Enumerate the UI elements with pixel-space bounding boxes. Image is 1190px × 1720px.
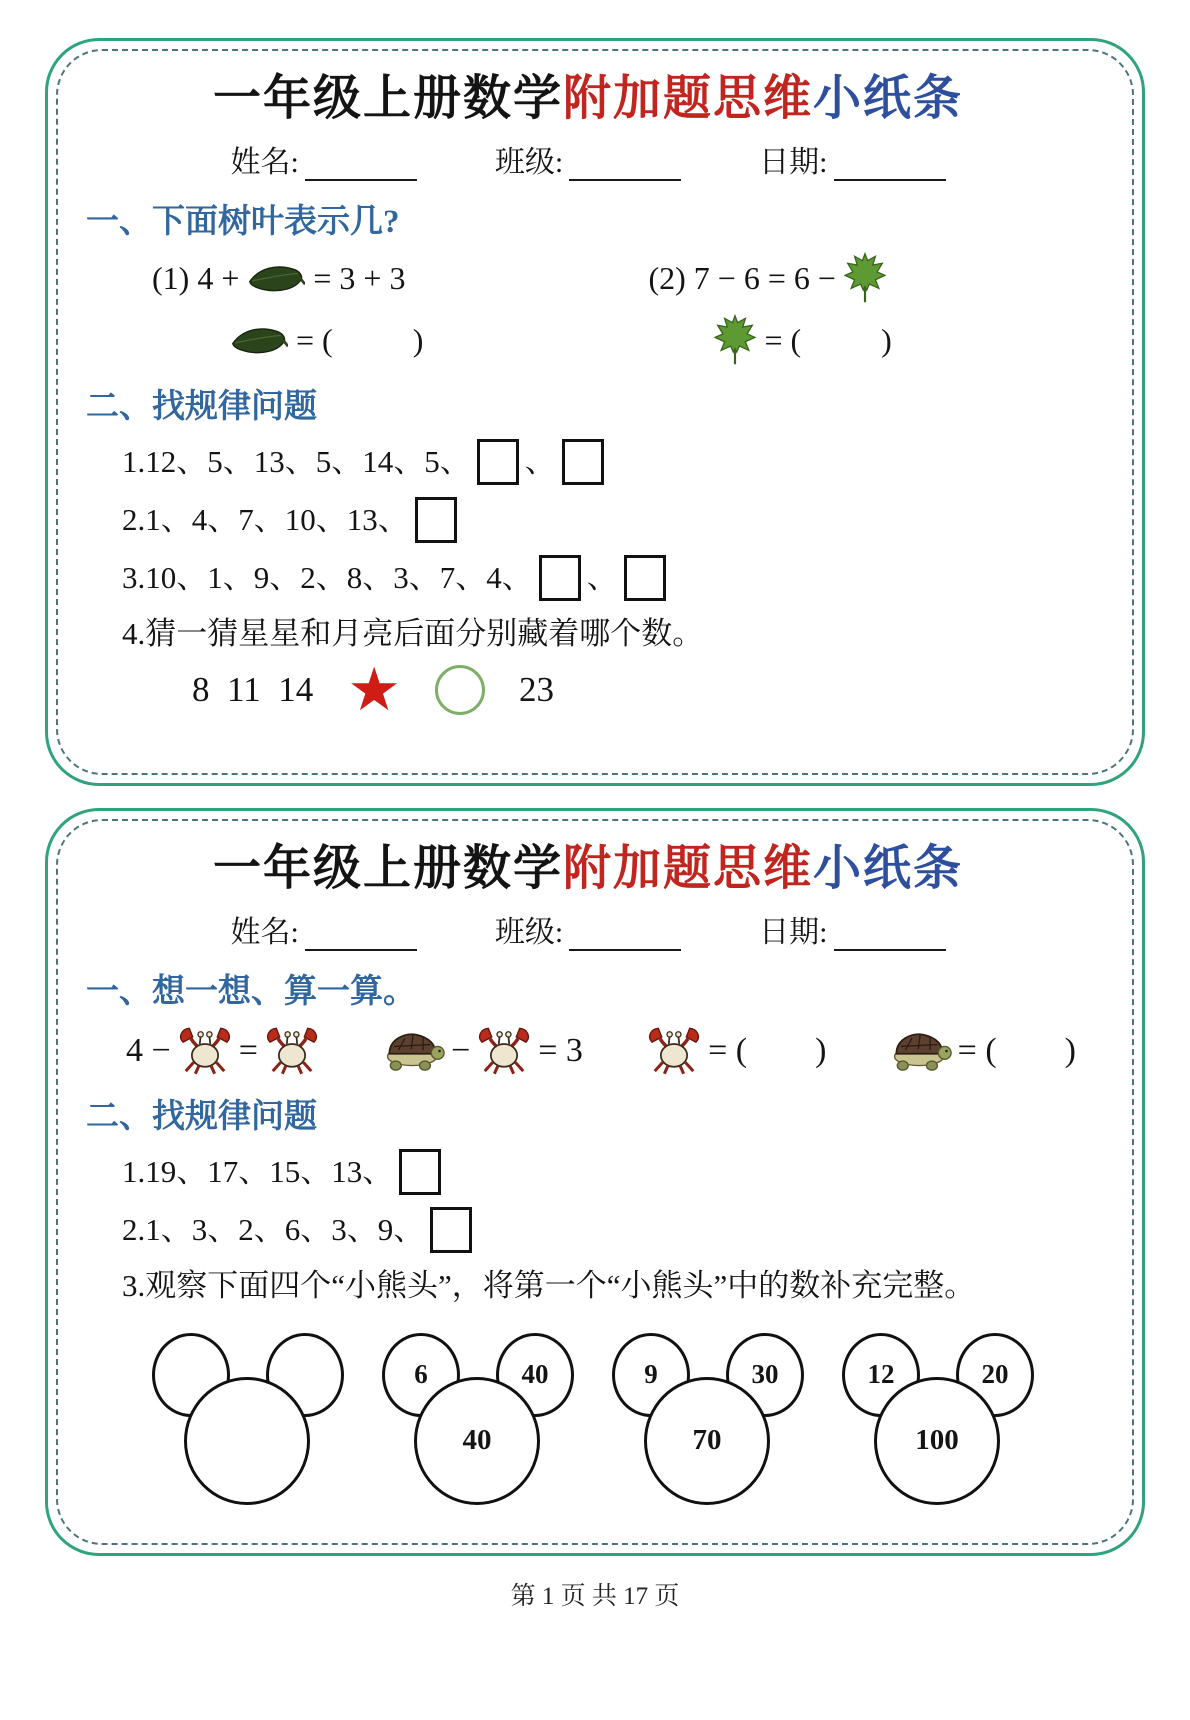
crab-icon [476, 1026, 532, 1076]
sequence-last-number: 23 [519, 669, 554, 709]
header-fields-row [82, 907, 1094, 951]
section2-heading: 二、找规律问题 [86, 389, 317, 425]
name-label: 姓名: [230, 916, 299, 949]
equation-2-left: (2) 7 − 6 = 6 − [648, 259, 836, 296]
answer-2-parens[interactable]: = ( ) [764, 321, 892, 358]
bear-left-ear: 6 [382, 1333, 460, 1417]
star-moon-sequence [192, 654, 1094, 725]
answer-1 [82, 314, 628, 366]
pattern-problem-1 [122, 439, 1094, 485]
bear-left-ear: 9 [612, 1333, 690, 1417]
date-field [759, 137, 945, 181]
answer-box[interactable] [430, 1207, 472, 1253]
answer-box[interactable] [477, 439, 519, 485]
moon-circle-icon[interactable] [435, 665, 485, 715]
equation-2 [628, 252, 1094, 304]
crab-icon [646, 1026, 702, 1076]
answer-1-parens[interactable]: = ( ) [296, 321, 424, 358]
answer-box[interactable] [415, 497, 457, 543]
maple-leaf-icon [844, 252, 886, 304]
name-field [230, 907, 416, 951]
date-field [759, 907, 945, 951]
header-fields-row [82, 137, 1094, 181]
class-label: 班级: [494, 916, 564, 949]
bear-right-ear: 20 [956, 1333, 1034, 1417]
worksheet-card-1-inner [56, 49, 1134, 775]
class-field [495, 907, 681, 951]
pattern-1-sequence: 1.12、5、13、5、14、5、 [122, 444, 471, 480]
date-label: 日期: [759, 916, 828, 949]
title-part-red: 附加题思维 [562, 842, 813, 895]
name-label: 姓名: [230, 146, 299, 179]
name-blank[interactable] [305, 917, 417, 951]
worksheet-card-2 [45, 808, 1145, 1556]
pattern-problem-2 [122, 497, 1094, 543]
bear-head-4 [834, 1333, 1038, 1505]
minus-sign: − [451, 1032, 471, 1069]
title-part-black: 一年级上册数学 [212, 72, 563, 125]
pattern-3-sequence: 3.10、1、9、2、8、3、7、4、 [122, 560, 533, 596]
worksheet-card-1 [45, 38, 1145, 786]
bear-right-ear: 30 [726, 1333, 804, 1417]
class-blank[interactable] [569, 147, 681, 181]
answer-2 [628, 314, 1094, 366]
bear-heads-row [82, 1333, 1094, 1505]
maple-leaf-icon [714, 314, 756, 366]
answer-box[interactable] [399, 1149, 441, 1195]
answer-box[interactable] [562, 439, 604, 485]
section2-heading: 二、找规律问题 [86, 1099, 317, 1135]
bear-head-3 [604, 1333, 808, 1505]
answer-box[interactable] [624, 555, 666, 601]
bear-face: 70 [644, 1377, 770, 1505]
separator: 、 [586, 560, 618, 596]
section1-heading: 一、下面树叶表示几? [86, 204, 400, 240]
equation-1-right: = 3 + 3 [313, 259, 406, 296]
class-blank[interactable] [569, 917, 681, 951]
separator: 、 [524, 444, 556, 480]
answer-box[interactable] [539, 555, 581, 601]
crab-icon [264, 1026, 320, 1076]
equation-1-left: (1) 4 + [152, 259, 240, 296]
leaf-equations-row [82, 252, 1094, 304]
equation-a-left: 4 − [126, 1032, 171, 1069]
title-part-blue: 小纸条 [813, 72, 964, 125]
name-field [230, 137, 416, 181]
equation-c [646, 1026, 826, 1076]
equation-1 [82, 252, 628, 304]
date-label: 日期: [759, 146, 828, 179]
bear-face: 100 [874, 1377, 1000, 1505]
equals-sign: = [238, 1032, 258, 1069]
bear-left-ear: 12 [842, 1333, 920, 1417]
name-blank[interactable] [305, 147, 417, 181]
leaf-icon [247, 261, 305, 295]
page-title [82, 69, 1094, 129]
turtle-icon [890, 1029, 952, 1073]
equation-b [383, 1026, 583, 1076]
equation-a [126, 1026, 320, 1076]
leaf-answers-row [82, 314, 1094, 366]
equation-d-answer[interactable]: = ( ) [957, 1032, 1076, 1069]
bear-right-ear: 40 [496, 1333, 574, 1417]
pattern-problem-3-text: 3.观察下面四个“小熊头”，将第一个“小熊头”中的数补充完整。 [122, 1268, 976, 1303]
bear-head-2 [374, 1333, 578, 1505]
equation-d [890, 1029, 1076, 1073]
class-label: 班级: [494, 146, 564, 179]
leaf-icon [230, 323, 288, 357]
pattern-problem-4-text: 4.猜一猜星星和月亮后面分别藏着哪个数。 [122, 616, 704, 651]
date-blank[interactable] [834, 147, 946, 181]
worksheet-card-2-inner [56, 819, 1134, 1545]
page-number: 第 1 页 共 17 页 [510, 1583, 680, 1610]
crab-icon [177, 1026, 233, 1076]
pattern-problem-1 [122, 1149, 1094, 1195]
date-blank[interactable] [834, 917, 946, 951]
pattern-problem-3 [122, 555, 1094, 601]
page-title [82, 839, 1094, 899]
title-part-black: 一年级上册数学 [212, 842, 563, 895]
title-part-red: 附加题思维 [562, 72, 813, 125]
bear-head-1 [144, 1333, 348, 1505]
bear-face: 40 [414, 1377, 540, 1505]
pattern-problem-2 [122, 1207, 1094, 1253]
star-icon[interactable]: ★ [347, 654, 401, 725]
sequence-numbers: 8 11 14 [192, 669, 314, 709]
title-part-blue: 小纸条 [813, 842, 964, 895]
bear-face[interactable] [184, 1377, 310, 1505]
class-field [495, 137, 681, 181]
animal-equations-row [82, 1026, 1094, 1076]
turtle-icon [383, 1029, 445, 1073]
pattern-1-sequence: 1.19、17、15、13、 [122, 1154, 394, 1190]
pattern-2-sequence: 2.1、3、2、6、3、9、 [122, 1212, 425, 1248]
equation-b-right: = 3 [538, 1032, 583, 1069]
equation-c-answer[interactable]: = ( ) [708, 1032, 827, 1069]
pattern-2-sequence: 2.1、4、7、10、13、 [122, 502, 409, 538]
section1-heading: 一、想一想、算一算。 [86, 974, 416, 1010]
